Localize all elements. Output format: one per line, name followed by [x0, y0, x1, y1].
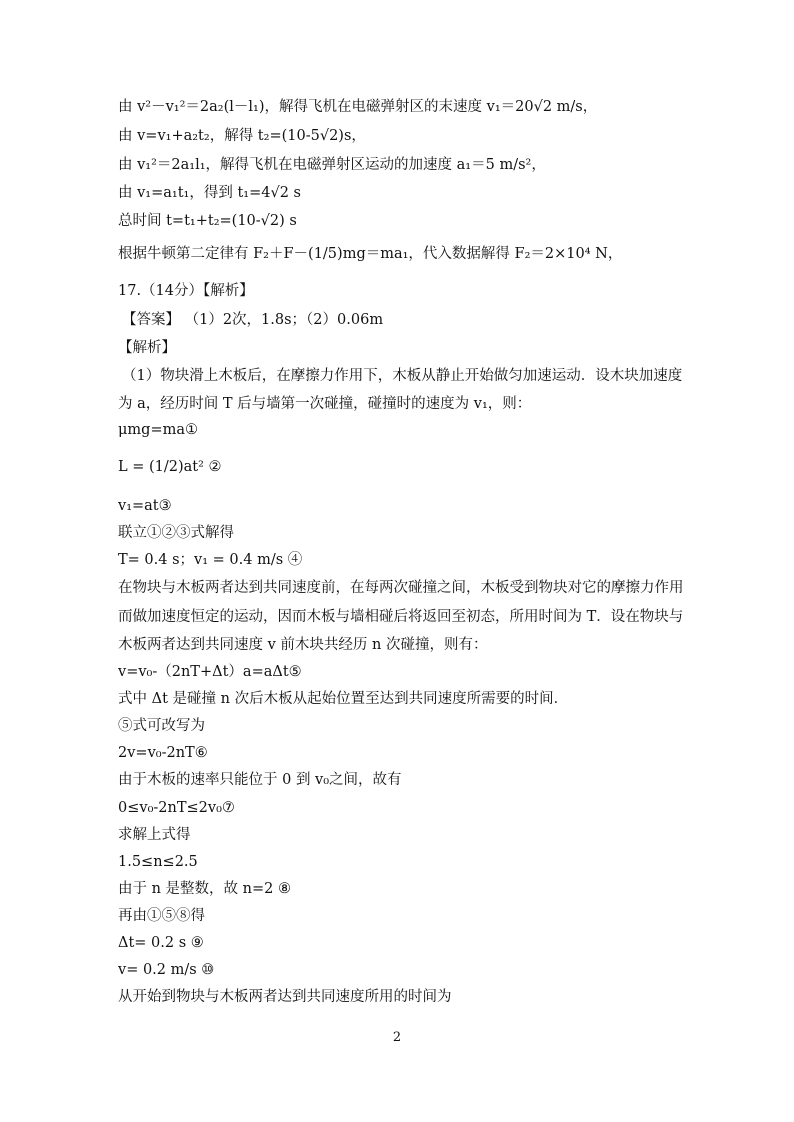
text-line: 再由①⑤⑧得: [118, 908, 205, 924]
page-number: 2: [392, 1030, 402, 1045]
text-line: 而做加速度恒定的运动，因而木板与墙相碰后将返回至初态，所用时间为 T．设在物块与: [118, 609, 684, 625]
text-line: 木板两者达到共同速度 v 前木块共经历 n 次碰撞，则有：: [118, 637, 488, 653]
equation-5: v=v₀-（2nT+Δt）a=aΔt⑤: [118, 664, 302, 680]
text-line: 根据牛顿第二定律有 F₂＋F－(1/5)mg＝ma₁，代入数据解得 F₂＝2×10⁴ N，: [118, 246, 623, 262]
text-line: 为 a，经历时间 T 后与墙第一次碰撞，碰撞时的速度为 v₁，则：: [118, 396, 532, 412]
equation-7: 0≤v₀-2nT≤2v₀⑦: [118, 800, 235, 816]
equation-2: L = (1/2)at² ②: [118, 459, 222, 475]
text-line: 联立①②③式解得: [118, 525, 234, 541]
equation-6: 2v=v₀-2nT⑥: [118, 745, 208, 761]
text-line: 求解上式得: [118, 827, 191, 843]
text-line: 由 v²－v₁²＝2a₂(l－l₁)，解得飞机在电磁弹射区的末速度 v₁＝20√2 m/s，: [118, 99, 598, 115]
text-line: （1）物块滑上木板后，在摩擦力作用下，木板从静止开始做匀加速运动．设木块加速度: [122, 368, 683, 384]
equation-3: v₁=at③: [118, 498, 172, 514]
result-line: 1.5≤n≤2.5: [118, 854, 198, 870]
equation-1: μmg=ma①: [118, 422, 198, 438]
equation-10: v= 0.2 m/s ⑩: [118, 962, 215, 978]
analysis-heading: 【解析】: [118, 340, 176, 356]
equation-9: Δt= 0.2 s ⑨: [118, 935, 204, 951]
answer-line: 【答案】 （1）2次，1.8s；（2）0.06m: [122, 312, 384, 328]
text-line: ⑤式可改写为: [118, 718, 205, 734]
text-line: 由于木板的速率只能位于 0 到 v₀之间，故有: [118, 772, 402, 788]
equation-8: 由于 n 是整数，故 n=2 ⑧: [118, 881, 291, 897]
section-heading: 17.（14分）【解析】: [118, 283, 254, 299]
text-line: 总时间 t=t₁+t₂=(10-√2) s: [118, 213, 297, 229]
result-line: T= 0.4 s；v₁ = 0.4 m/s ④: [118, 552, 303, 568]
text-line: 由 v=v₁+a₂t₂，解得 t₂=(10-5√2)s，: [118, 128, 366, 144]
text-line: 在物块与木板两者达到共同速度前，在每两次碰撞之间，木板受到物块对它的摩擦力作用: [118, 580, 684, 596]
text-line: 从开始到物块与木板两者达到共同速度所用的时间为: [118, 989, 452, 1005]
text-line: 由 v₁=a₁t₁，得到 t₁=4√2 s: [118, 185, 301, 201]
text-line: 由 v₁²＝2a₁l₁，解得飞机在电磁弹射区运动的加速度 a₁＝5 m/s²，: [118, 157, 546, 173]
text-line: 式中 Δt 是碰撞 n 次后木板从起始位置至达到共同速度所需要的时间．: [118, 691, 569, 707]
